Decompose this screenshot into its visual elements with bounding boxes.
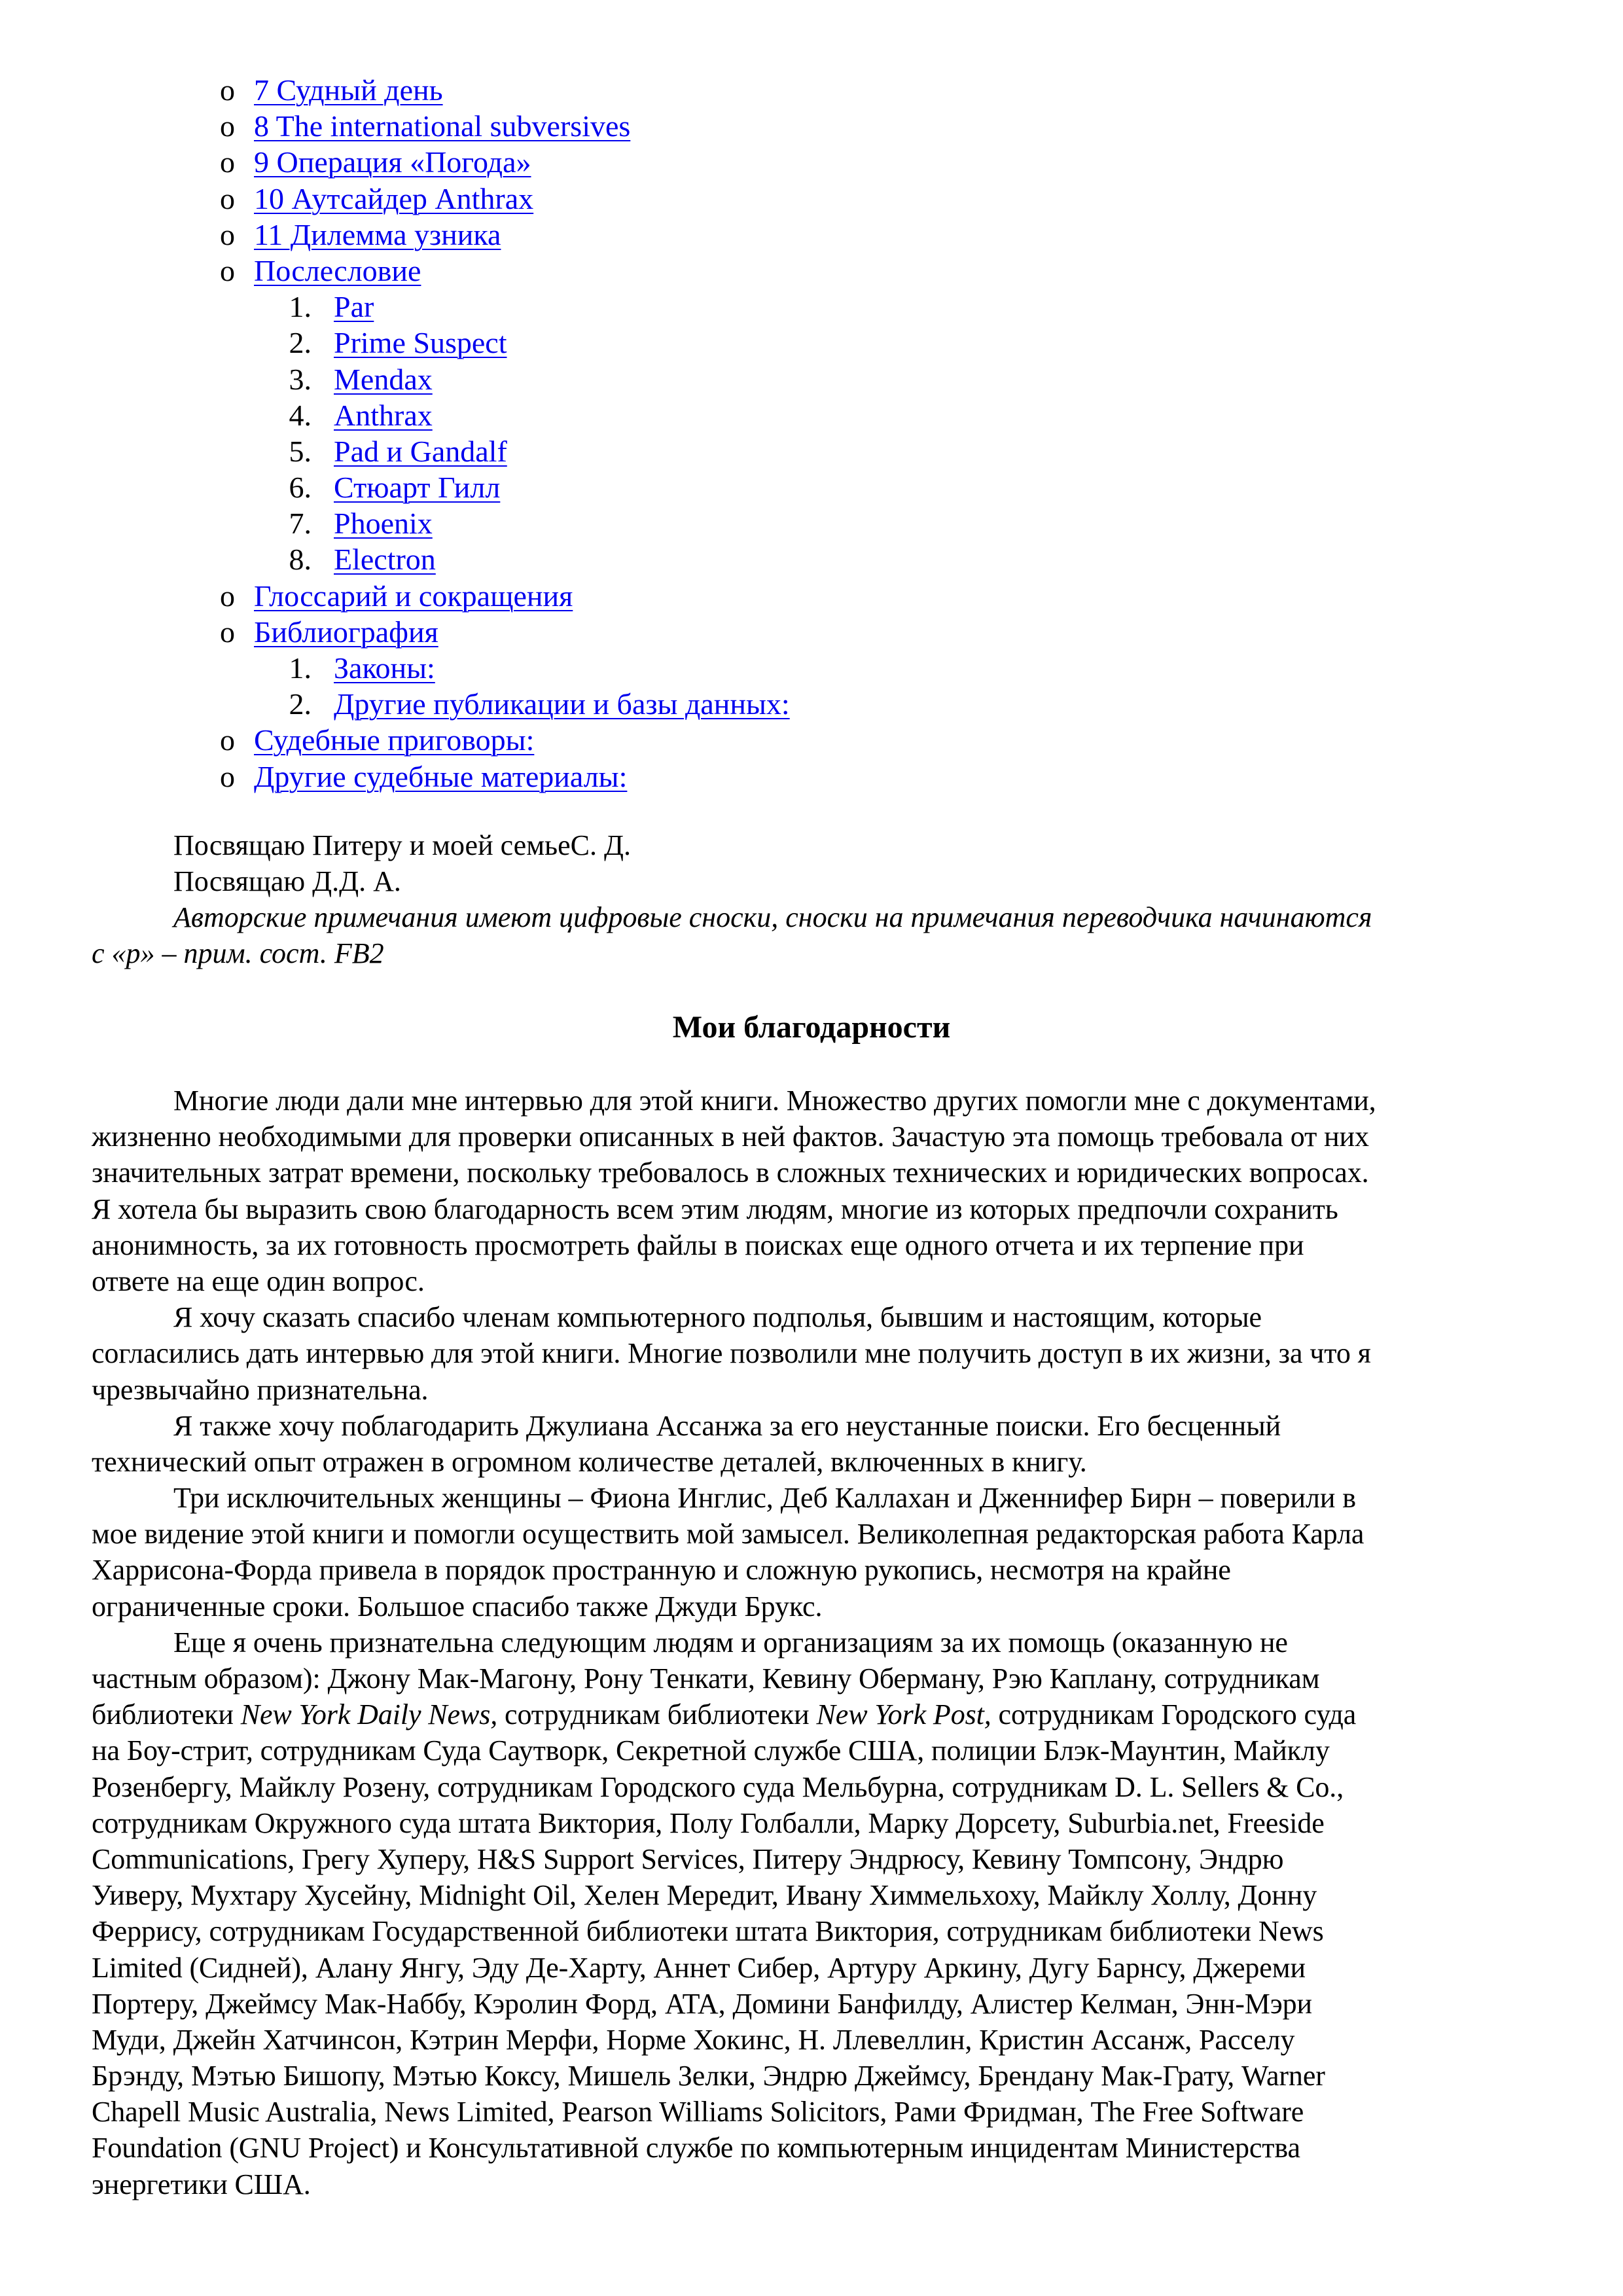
toc-link[interactable]: 11 Дилемма узника: [254, 217, 501, 251]
toc-link[interactable]: Другие судебные материалы:: [254, 759, 628, 793]
toc-item: [0, 253, 1623, 289]
toc-item: [0, 181, 1623, 217]
paragraph-line: Муди, Джейн Хатчинсон, Кэтрин Мерфи, Норме Хокинс, Н. Ллевеллин, Кристин Ассанж, Расселу: [92, 2023, 1295, 2056]
paragraph-line: [92, 1696, 1531, 1732]
toc-link[interactable]: Electron: [334, 543, 436, 577]
bullet-icon: o: [220, 109, 235, 143]
italic-title: New York Daily News,: [240, 1698, 498, 1731]
paragraph-line: Я хотела бы выразить свою благодарность всем этим людям, многие из которых предпочли сохранить: [92, 1193, 1338, 1225]
acknowledgements-body: [92, 1083, 1531, 2202]
italic-title: New York Post,: [816, 1698, 991, 1731]
toc-item: [0, 108, 1623, 144]
toc-link[interactable]: Библиография: [254, 615, 438, 649]
toc-link[interactable]: Другие публикации и базы данных:: [334, 687, 790, 721]
toc-number: 5.: [289, 434, 312, 468]
bullet-icon: o: [220, 579, 235, 613]
paragraph-line: на Боу-стрит, сотрудникам Суда Саутворк, Секретной службе США, полиции Блэк-Маунтин, Майклу: [92, 1734, 1330, 1767]
toc-link[interactable]: Prime Suspect: [334, 326, 507, 360]
paragraph-line: мое видение этой книги и помогли осуществить мой замысел. Великолепная редакторская работа Карла: [92, 1518, 1364, 1551]
toc-link[interactable]: Anthrax: [334, 398, 433, 432]
toc-subitem: [0, 686, 1623, 722]
toc-number: 1.: [289, 651, 312, 685]
paragraph-line: Три исключительных женщины – Фиона Инглис, Деб Каллахан и Дженнифер Бирн – поверили в: [173, 1482, 1356, 1515]
dedication-line: Посвящаю Д.Д. А.: [173, 865, 401, 898]
note-line: с «р» – прим. сост. FB2: [92, 937, 384, 970]
toc-item: [0, 144, 1623, 180]
toc-link[interactable]: Mendax: [334, 362, 433, 396]
paragraph-line: значительных затрат времени, поскольку требовалось в сложных технических и юридических вопросах.: [92, 1157, 1369, 1189]
bullet-icon: o: [220, 181, 235, 215]
paragraph-line: энергетики США.: [92, 2168, 311, 2200]
toc-subitem: [0, 397, 1623, 433]
paragraph-line: Портеру, Джеймсу Мак-Наббу, Кэролин Форд, ATA, Домини Банфилду, Алистер Келман, Энн-Мэри: [92, 1987, 1312, 2020]
toc-item: [0, 759, 1623, 795]
paragraph-line: анонимность, за их готовность просмотреть файлы в поисках еще одного отчета и их терпение при: [92, 1229, 1304, 1261]
toc-item: [0, 578, 1623, 614]
table-of-contents: [0, 72, 1623, 795]
toc-subitem: [0, 469, 1623, 505]
paragraph-line: ответе на еще один вопрос.: [92, 1265, 425, 1297]
toc-subitem: [0, 505, 1623, 541]
toc-link[interactable]: Судебные приговоры:: [254, 723, 535, 757]
paragraph-line: Я хочу сказать спасибо членам компьютерного подполья, бывшим и настоящим, которые: [173, 1301, 1262, 1334]
paragraph-line: технический опыт отражен в огромном количестве деталей, включенных в книгу.: [92, 1445, 1087, 1478]
paragraph-line: согласились дать интервью для этой книги. Многие позволили мне получить доступ в их жизни, за что я: [92, 1337, 1371, 1370]
dedication-line: Посвящаю Питеру и моей семьеС. Д.: [173, 829, 632, 861]
toc-number: 4.: [289, 398, 312, 432]
text-span: сотрудникам Городского суда: [991, 1698, 1357, 1731]
paragraph-line: Уиверу, Мухтару Хусейну, Midnight Oil, Хелен Мередит, Ивану Химмельхоху, Майклу Холлу, Донну: [92, 1879, 1317, 1912]
bullet-icon: o: [220, 253, 235, 287]
compiler-note: [92, 899, 1531, 971]
toc-subitem: [0, 433, 1623, 469]
toc-link[interactable]: Phoenix: [334, 507, 433, 541]
toc-item: [0, 72, 1623, 108]
toc-subitem: [0, 361, 1623, 397]
toc-subitem: [0, 289, 1623, 325]
toc-link[interactable]: Послесловие: [254, 253, 421, 287]
paragraph-line: Chapell Music Australia, News Limited, Pearson Williams Solicitors, Рами Фридман, The Free Software: [92, 2096, 1304, 2128]
paragraph-line: ограниченные сроки. Большое спасибо также Джуди Брукс.: [92, 1590, 823, 1623]
paragraph-line: Брэнду, Мэтью Бишопу, Мэтью Коксу, Мишель Зелки, Эндрю Джеймсу, Брендану Мак-Грату, Warner: [92, 2060, 1325, 2092]
toc-link[interactable]: 10 Аутсайдер Anthrax: [254, 181, 534, 215]
toc-link[interactable]: 9 Операция «Погода»: [254, 145, 531, 179]
toc-number: 2.: [289, 326, 312, 360]
bullet-icon: o: [220, 723, 235, 757]
toc-subitem: [0, 325, 1623, 361]
bullet-icon: o: [220, 145, 235, 179]
toc-item: [0, 722, 1623, 758]
dedication: [92, 827, 1531, 899]
toc-link[interactable]: 8 The international subversives: [254, 109, 631, 143]
paragraph-line: Я также хочу поблагодарить Джулиана Ассанжа за его неустанные поиски. Его бесценный: [173, 1409, 1281, 1442]
paragraph-line: Communications, Грегу Хуперу, H&S Support Services, Питеру Эндрюсу, Кевину Томпсону, Эндрю: [92, 1842, 1284, 1875]
section-title: Мои благодарности: [672, 1010, 951, 1045]
toc-link[interactable]: Стюарт Гилл: [334, 471, 501, 505]
toc-subitem: [0, 541, 1623, 577]
text-span: библиотеки: [92, 1698, 241, 1731]
toc-number: 6.: [289, 471, 312, 505]
paragraph-line: Многие люди дали мне интервью для этой книги. Множество других помогли мне с документами,: [173, 1085, 1376, 1117]
toc-link[interactable]: Глоссарий и сокращения: [254, 579, 573, 613]
bullet-icon: o: [220, 615, 235, 649]
toc-link[interactable]: Законы:: [334, 651, 435, 685]
bullet-icon: o: [220, 73, 235, 107]
paragraph-line: Харрисона-Форда привела в порядок пространную и сложную рукопись, несмотря на крайне: [92, 1554, 1231, 1587]
toc-number: 1.: [289, 290, 312, 324]
toc-link[interactable]: 7 Судный день: [254, 73, 443, 107]
toc-link[interactable]: Par: [334, 290, 374, 324]
paragraph-line: чрезвычайно признательна.: [92, 1373, 429, 1406]
paragraph-line: сотрудникам Окружного суда штата Виктория, Полу Голбалли, Марку Дорсету, Suburbia.net, Freeside: [92, 1806, 1325, 1839]
toc-number: 3.: [289, 362, 312, 396]
text-span: сотрудникам библиотеки: [497, 1698, 817, 1731]
paragraph-line: Foundation (GNU Project) и Консультативной службе по компьютерным инцидентам Министерства: [92, 2132, 1300, 2164]
note-line: Авторские примечания имеют цифровые сноски, сноски на примечания переводчика начинаются: [173, 901, 1372, 933]
paragraph-line: Еще я очень признательна следующим людям и организациям за их помощь (оказанную не: [173, 1626, 1288, 1659]
toc-item: [0, 614, 1623, 650]
toc-number: 8.: [289, 543, 312, 577]
toc-link[interactable]: Pad и Gandalf: [334, 434, 507, 468]
toc-item: [0, 217, 1623, 253]
paragraph-line: жизненно необходимыми для проверки описанных в ней фактов. Зачастую эта помощь требовала от них: [92, 1121, 1369, 1153]
bullet-icon: o: [220, 759, 235, 793]
paragraph-line: Розенбергу, Майклу Розену, сотрудникам Городского суда Мельбурна, сотрудникам D. L. Sellers & Co.,: [92, 1770, 1344, 1803]
paragraph-line: частным образом): Джону Мак-Магону, Рону Тенкати, Кевину Оберману, Рэю Каплану, сотрудникам: [92, 1662, 1320, 1695]
toc-subitem: [0, 650, 1623, 686]
toc-number: 2.: [289, 687, 312, 721]
toc-number: 7.: [289, 507, 312, 541]
paragraph-line: Limited (Сидней), Алану Янгу, Эду Де-Харту, Аннет Сибер, Артуру Аркину, Дугу Барнсу, Джереми: [92, 1951, 1306, 1984]
bullet-icon: o: [220, 217, 235, 251]
paragraph-line: Феррису, сотрудникам Государственной библиотеки штата Виктория, сотрудникам библиотеки News: [92, 1915, 1324, 1948]
